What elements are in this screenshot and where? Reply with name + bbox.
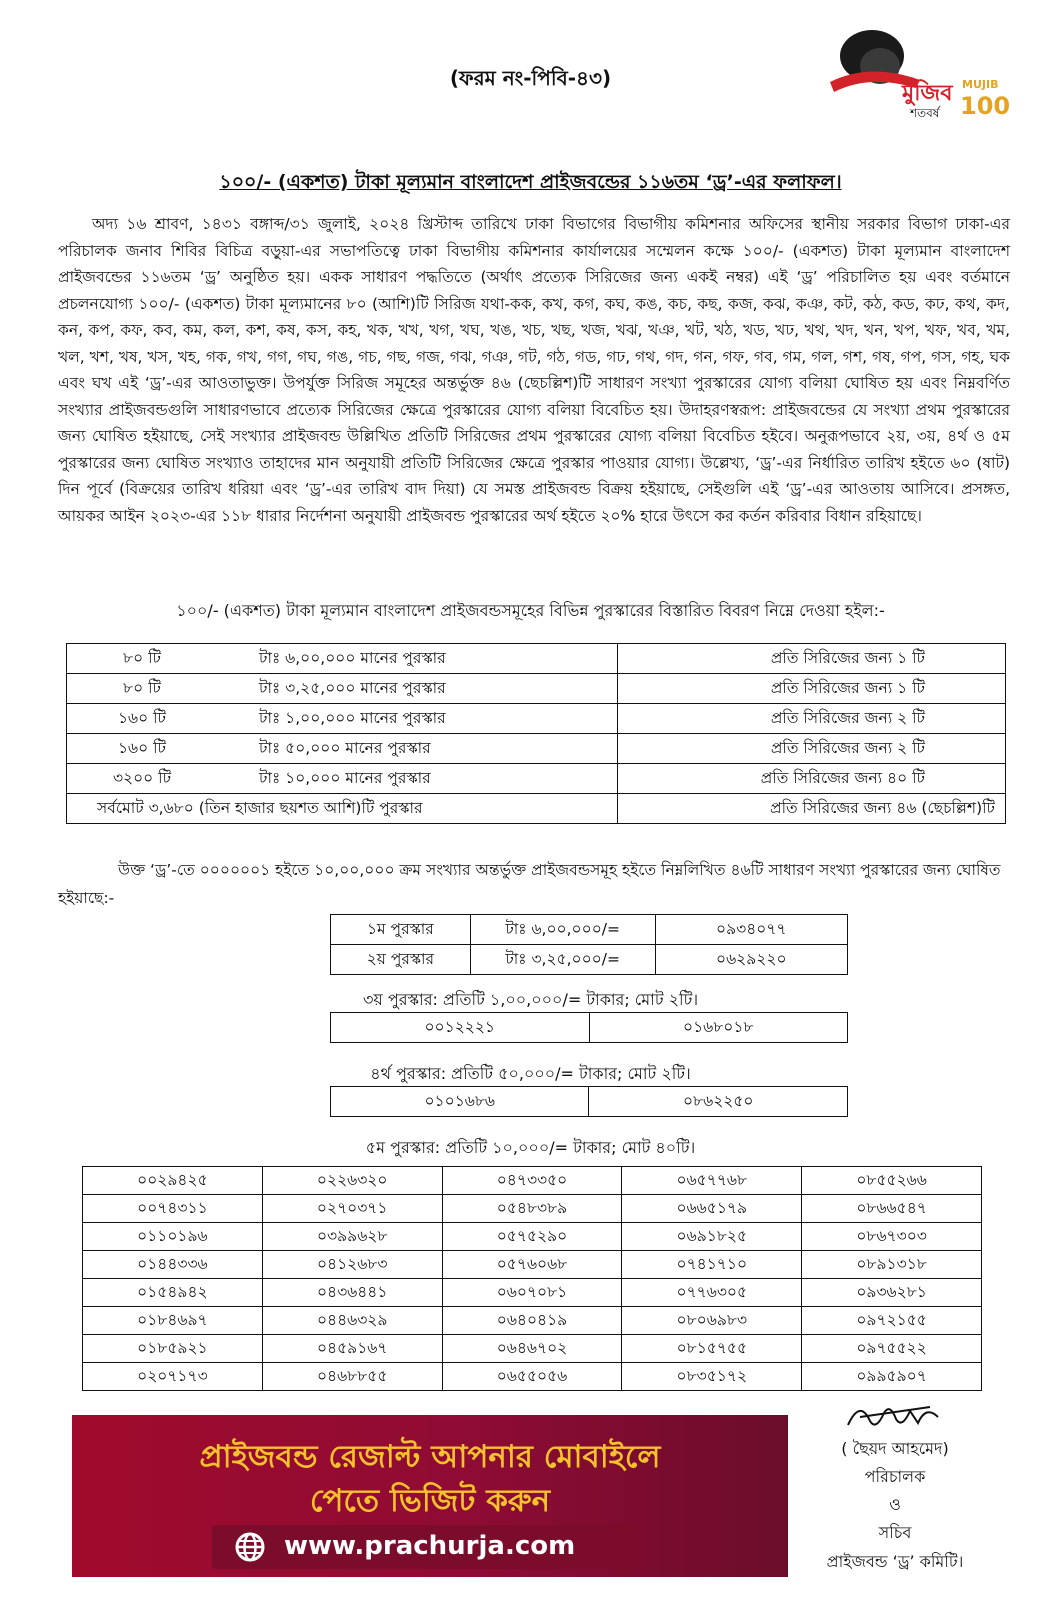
third-prize-caption: ৩য় পুরস্কার: প্রতিটি ১,০০,০০০/= টাকার; মোট ২টি। (362, 990, 699, 1009)
prize-row (331, 1013, 848, 1043)
globe-icon (234, 1531, 266, 1563)
prize-number: ০৬৬৫১৭৯ (622, 1195, 802, 1223)
prize-number: ০৪৫৯১৬৭ (262, 1335, 442, 1363)
summary-per-series: প্রতি সিরিজের জন্য ৪০ টি (618, 764, 1006, 794)
logo-text-en: MUJIB (962, 78, 999, 91)
summary-cell (67, 674, 618, 704)
summary-row (67, 704, 1006, 734)
details-heading: ১০০/- (একশত) টাকা মূল্যমান বাংলাদেশ প্রাইজবন্ডসমূহের বিভিন্ন পুরস্কারের বিস্তারিত বিবরণ নিম্নে দেওয়া হইল:- (176, 601, 885, 620)
prize-number: ০০১২২২১ (331, 1013, 590, 1043)
summary-count: ৮০ টি (123, 678, 161, 697)
prize-number: ০৮৯১৩১৮ (802, 1251, 982, 1279)
prize-row (83, 1335, 982, 1363)
prize-number: ০৪৩৬৪৪১ (262, 1279, 442, 1307)
prize-number: ০৫৭৬০৬৮ (442, 1251, 622, 1279)
summary-amount: টাঃ ১০,০০০ মানের পুরস্কার (259, 768, 431, 787)
prize-number: ০৮৩৫১৭২ (622, 1363, 802, 1391)
prize-number: ০১১০১৯৬ (83, 1223, 263, 1251)
prize-number: ০১৮৪৬৯৭ (83, 1307, 263, 1335)
prize-number: ০৯৯৫৯০৭ (802, 1363, 982, 1391)
prize-row (83, 1363, 982, 1391)
summary-cell (67, 734, 618, 764)
summary-count: ১৬০ টি (117, 738, 167, 757)
form-number: (ফরম নং-পিবি-৪৩) (449, 66, 612, 90)
fifth-prize-table (82, 1166, 982, 1391)
prize-number: ০৬৫৭৭৬৮ (622, 1167, 802, 1195)
prize-row (331, 915, 848, 945)
summary-per-series: প্রতি সিরিজের জন্য ১ টি (618, 674, 1006, 704)
summary-cell (67, 644, 618, 674)
fourth-prize-table (330, 1086, 848, 1117)
banner-line-1: প্রাইজবন্ড রেজাল্ট আপনার মোবাইলে (199, 1439, 661, 1475)
summary-amount: টাঃ ৫০,০০০ মানের পুরস্কার (259, 738, 431, 757)
prize-amount: টাঃ ৩,২৫,০০০/= (470, 945, 655, 975)
summary-total-row (67, 794, 1006, 824)
prize-number: ০২৭০৩৭১ (262, 1195, 442, 1223)
prize-number: ০৪৬৮৮৫৫ (262, 1363, 442, 1391)
prize-row (83, 1251, 982, 1279)
prize-row (331, 945, 848, 975)
prize-amount: টাঃ ৬,০০,০০০/= (470, 915, 655, 945)
summary-amount: টাঃ ৩,২৫,০০০ মানের পুরস্কার (259, 678, 446, 697)
summary-per-series: প্রতি সিরিজের জন্য ২ টি (618, 734, 1006, 764)
signatory-committee: প্রাইজবন্ড ‘ড্র’ কমিটি। (826, 1552, 964, 1571)
summary-amount: টাঃ ৬,০০,০০০ মানের পুরস্কার (259, 648, 446, 667)
summary-cell (67, 764, 618, 794)
prize-number: ০৯৭৫৫২২ (802, 1335, 982, 1363)
banner-url-box[interactable] (212, 1525, 642, 1569)
winners-intro: উক্ত ‘ড্র’-তে ০০০০০০১ হইতে ১০,০০,০০০ ক্রম সংখ্যার অন্তর্ভুক্ত প্রাইজবন্ডসমূহ হইতে নিম্নলিখিত ৪৬টি সাধারণ সংখ্যা পুরস্কারের জন্য ঘোষিত হইয়াছে:- (58, 861, 1001, 907)
prize-number: ০২০৭১৭৩ (83, 1363, 263, 1391)
prize-number: ০৫৪৮৩৮৯ (442, 1195, 622, 1223)
prize-number: ০০৭৪৩১১ (83, 1195, 263, 1223)
summary-row (67, 764, 1006, 794)
prize-number: ০৪৪৬৩২৯ (262, 1307, 442, 1335)
prize-number: ০৯৭২১৫৫ (802, 1307, 982, 1335)
logo-text-sub: শতবর্ষ (910, 106, 940, 120)
summary-count: ৩২০০ টি (112, 768, 172, 787)
summary-cell (67, 704, 618, 734)
prize-number: ০৬৪৬৭০২ (442, 1335, 622, 1363)
summary-row (67, 734, 1006, 764)
signature-image (840, 1395, 950, 1435)
prize-row (83, 1223, 982, 1251)
summary-count: ৮০ টি (123, 648, 161, 667)
summary-total-label: সর্বমোট ৩,৬৮০ (তিন হাজার ছয়শত আশি)টি পুরস্কার (67, 794, 618, 824)
prize-number: ০৬৯১৮২৫ (622, 1223, 802, 1251)
prize-number: ০৫৭৫২৯০ (442, 1223, 622, 1251)
prize-row (83, 1195, 982, 1223)
prize-number: ০৬৫৫০৫৬ (442, 1363, 622, 1391)
fifth-prize-caption: ৫ম পুরস্কার: প্রতিটি ১০,০০০/= টাকার; মোট ৪০টি। (365, 1138, 696, 1157)
signatory-name: ( ছৈয়দ আহমেদ) (841, 1439, 949, 1458)
prize-number: ০৭৭৬৩০৫ (622, 1279, 802, 1307)
prize-number: ০৮৬৬৫৪৭ (802, 1195, 982, 1223)
prize-row (83, 1279, 982, 1307)
prize-number: ০১৪৪৩৩৬ (83, 1251, 263, 1279)
third-prize-table (330, 1012, 848, 1043)
prize-number: ০৯৩৪০৭৭ (655, 915, 847, 945)
prize-number: ০৪৭৩৩৫০ (442, 1167, 622, 1195)
page-title: ১০০/- (একশত) টাকা মূল্যমান বাংলাদেশ প্রাইজবন্ডের ১১৬তম ‘ড্র’-এর ফলাফল। (219, 171, 842, 193)
summary-count: ১৬০ টি (117, 708, 167, 727)
intro-paragraph: অদ্য ১৬ শ্রাবণ, ১৪৩১ বঙ্গাব্দ/৩১ জুলাই, ২০২৪ খ্রিস্টাব্দ তারিখে ঢাকা বিভাগের বিভাগীয় কমিশনার অফিসের স্থানীয় সরকার বিভাগ ঢাকা-এর পরিচালক জনাব শিবির বিচিত্র বড়ুয়া-এর সভাপতিত্বে ঢাকা বিভাগীয় কমিশনার কার্যালয়ের সম্মেলন কক্ষে ১০০/- (একশত) টাকা মূল্যমান বাংলাদেশ প্রাইজবন্ডের ১১৬তম ‘ড্র’ অনুষ্ঠিত হয়। একক সাধারণ পদ্ধতিতে (অর্থাৎ প্রত্যেক সিরিজের জন্য একই নম্বর) এই ‘ড্র’ পরিচালিত হয় এবং বর্তমানে প্রচলনযোগ্য ১০০/- (একশত) টাকা মূল্যমানের ৮০ (আশি)টি সিরিজ যথা-কক, কখ, কগ, কঘ, কঙ, কচ, কছ, কজ, কঝ, কঞ, কট, কঠ, কড, কঢ, কথ, কদ, কন, কপ, কফ, কব, কম, কল, কশ, কষ, কস, কহ, খক, খখ, খগ, খঘ, খঙ, খচ, খছ, খজ, খঝ, খঞ, খট, খঠ, খড, খঢ, খথ, খদ, খন, খপ, খফ, খব, খম, খল, খশ, খষ, খস, খহ, গক, গখ, গগ, গঘ, গঙ, গচ, গছ, গজ, গঝ, গঞ, গট, গঠ, গড, গঢ, গথ, গদ, গন, গফ, গব, গম, গল, গশ, গষ, গপ, গস, গহ, ঘক এবং ঘখ এই ‘ড্র’-এর আওতাভুক্ত। উপর্যুক্ত সিরিজ সমূহের অন্তর্ভুক্ত ৪৬ (ছেচল্লিশ)টি সাধারণ সংখ্যা পুরস্কারের যোগ্য বলিয়া ঘোষিত হয় এবং নিম্নবর্ণিত সংখ্যার প্রাইজবন্ডগুলি সাধারণভাবে প্রত্যেক সিরিজের ক্ষেত্রে পুরস্কারের যোগ্য বলিয়া বিবেচিত হয়। উদাহরণস্বরূপ: প্রাইজবন্ডের যে সংখ্যা প্রথম পুরস্কারের জন্য ঘোষিত হইয়াছে, সেই সংখ্যার প্রাইজবন্ড উল্লিখিত প্রতিটি সিরিজের প্রথম পুরস্কারের যোগ্য বলিয়া বিবেচিত হইবে। অনুরূপভাবে ২য়, ৩য়, ৪র্থ ও ৫ম পুরস্কারের জন্য ঘোষিত সংখ্যাও তাহাদের মান অনুযায়ী প্রতিটি সিরিজের ক্ষেত্রে পুরস্কার পাওয়ার যোগ্য। উল্লেখ্য, ‘ড্র’-এর নির্ধারিত তারিখ হইতে ৬০ (ষাট) দিন পূর্বে (বিক্রয়ের তারিখ ধরিয়া এবং ‘ড্র’-এর তারিখ বাদ দিয়া) যে সমস্ত প্রাইজবন্ড বিক্রয় হইয়াছে, সেইগুলি এই ‘ড্র’-এর আওতায় আসিবে। প্রসঙ্গত, আয়কর আইন ২০২৩-এর ১১৮ ধারার নির্দেশনা অনুযায়ী প্রাইজবন্ড পুরস্কারের অর্থ হইতে ২০% হারে উৎসে কর কর্তন করিবার বিধান রহিয়াছে। (58, 215, 1010, 525)
prize-label: ১ম পুরস্কার (331, 915, 471, 945)
prize-label: ২য় পুরস্কার (331, 945, 471, 975)
prize-number: ০৮৬৭৩০৩ (802, 1223, 982, 1251)
prize-number: ০২২৬৩২০ (262, 1167, 442, 1195)
prize-number: ০৬০৭০৮১ (442, 1279, 622, 1307)
prize-number: ০১৮৫৯২১ (83, 1335, 263, 1363)
logo-number: 100 (960, 92, 1011, 120)
prize-number: ০১৬৮০১৮ (589, 1013, 848, 1043)
summary-amount: টাঃ ১,০০,০০০ মানের পুরস্কার (259, 708, 446, 727)
prize-row (83, 1307, 982, 1335)
summary-row (67, 674, 1006, 704)
summary-per-series: প্রতি সিরিজের জন্য ১ টি (618, 644, 1006, 674)
signatory-role: পরিচালক (864, 1467, 926, 1486)
signatory-title: সচিব (878, 1523, 912, 1542)
prize-number: ০৮০৬৯৮৩ (622, 1307, 802, 1335)
prize-summary-table (66, 643, 1006, 824)
prize-number: ০৪১২৬৮৩ (262, 1251, 442, 1279)
prize-number: ০৮৬২২৫০ (589, 1087, 848, 1117)
logo-text-main: মুজিব (902, 81, 953, 106)
prize-number: ০৮১৫৭৫৫ (622, 1335, 802, 1363)
prize-number: ০০২৯৪২৫ (83, 1167, 263, 1195)
first-second-prize-table (330, 914, 848, 975)
banner-line-2: পেতে ভিজিট করুন (309, 1483, 551, 1519)
prize-number: ০৬২৯২২০ (655, 945, 847, 975)
prize-number: ০৮৫৫২৬৬ (802, 1167, 982, 1195)
prize-row (331, 1087, 848, 1117)
signatory-conjunction: ও (889, 1495, 901, 1514)
prize-number: ০৯৩৬২৮১ (802, 1279, 982, 1307)
prize-number: ০১০১৬৮৬ (331, 1087, 589, 1117)
banner-url-link[interactable]: www.prachurja.com (284, 1531, 576, 1561)
prize-number: ০৬৪০৪১৯ (442, 1307, 622, 1335)
prize-number: ০৩৯৯৬২৮ (262, 1223, 442, 1251)
summary-row (67, 644, 1006, 674)
prize-number: ০১৫৪৯৪২ (83, 1279, 263, 1307)
prize-number: ০৭৪১৭১০ (622, 1251, 802, 1279)
mujib-100-logo (810, 22, 1020, 122)
summary-total-per-series: প্রতি সিরিজের জন্য ৪৬ (ছেচল্লিশ)টি (618, 794, 1006, 824)
fourth-prize-caption: ৪র্থ পুরস্কার: প্রতিটি ৫০,০০০/= টাকার; মোট ২টি। (370, 1064, 691, 1083)
summary-per-series: প্রতি সিরিজের জন্য ২ টি (618, 704, 1006, 734)
promo-banner[interactable] (72, 1415, 788, 1577)
prize-row (83, 1167, 982, 1195)
